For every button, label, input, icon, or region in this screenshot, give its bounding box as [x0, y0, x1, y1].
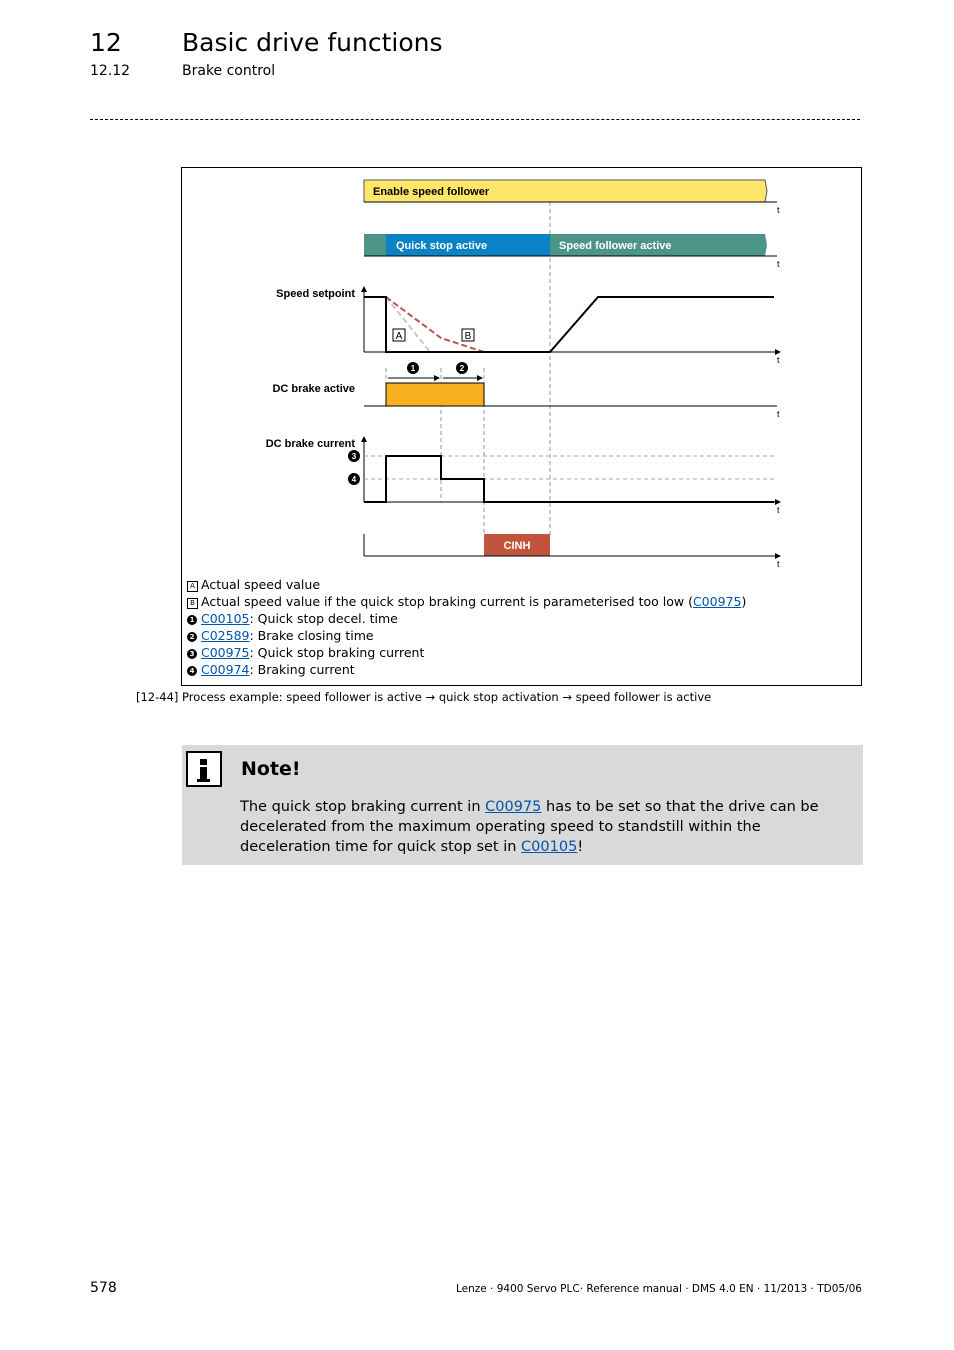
figure-legend — [187, 576, 746, 678]
note-text-part: has to be set so that the drive can be decelerated from the maximum operating speed to standstill within the deceleration time for quick stop set in — [240, 799, 819, 855]
legend-row-a — [187, 576, 746, 593]
section-title: Brake control — [182, 63, 276, 79]
note-text-part: The quick stop braking current in — [240, 799, 486, 815]
legend-marker-4: 4 — [187, 666, 197, 676]
marker-b: B — [464, 331, 472, 342]
actual-speed-curve-b — [386, 297, 484, 352]
link-c00975[interactable]: C00975 — [485, 799, 542, 815]
time-label-4: t — [777, 409, 780, 419]
marker-a: A — [395, 331, 403, 342]
note-title: Note! — [241, 758, 301, 780]
legend-text: : Quick stop braking current — [249, 645, 425, 660]
time-label-6: t — [777, 559, 780, 569]
marker-1: 1 — [410, 364, 416, 373]
legend-marker-2: 2 — [187, 632, 197, 642]
section-number: 12.12 — [90, 63, 131, 79]
legend-text: Actual speed value — [201, 577, 321, 592]
marker-3: 3 — [351, 452, 357, 461]
legend-marker-a: A — [187, 581, 198, 592]
link-c00975[interactable]: C00975 — [692, 594, 742, 609]
link-c02589[interactable]: C02589 — [201, 628, 250, 643]
time-label-3: t — [777, 355, 780, 365]
footer-doc-info: Lenze · 9400 Servo PLC· Reference manual · DMS 4.0 EN · 11/2013 · TD05/06 — [455, 1283, 862, 1295]
legend-row-1 — [187, 610, 746, 627]
legend-text: ) — [741, 594, 747, 609]
page-number: 578 — [90, 1280, 117, 1296]
caption-text: Process example: speed follower is active → quick stop activation → speed follower is active — [182, 690, 712, 704]
speed-setpoint-label: Speed setpoint — [276, 288, 355, 300]
marker-4: 4 — [351, 475, 357, 484]
quick-stop-bar-label: Quick stop active — [396, 240, 488, 252]
figure-caption — [136, 690, 711, 704]
legend-row-4 — [187, 661, 746, 678]
note-text — [240, 797, 850, 857]
dc-brake-active-label: DC brake active — [272, 383, 355, 395]
dc-brake-active-bar — [386, 383, 484, 406]
legend-text: : Quick stop decel. time — [249, 611, 398, 626]
speed-follower-bar-label: Speed follower active — [559, 240, 672, 252]
legend-marker-3: 3 — [187, 649, 197, 659]
time-label-1: t — [777, 205, 780, 215]
legend-text: : Braking current — [249, 662, 355, 677]
legend-row-b — [187, 593, 746, 610]
dc-brake-current-label: DC brake current — [265, 438, 355, 450]
legend-text: : Brake closing time — [249, 628, 374, 643]
legend-text: Actual speed value if the quick stop braking current is parameterised too low ( — [201, 594, 693, 609]
speed-follower-bar-before — [364, 234, 386, 256]
info-icon — [186, 751, 222, 787]
time-label-5: t — [777, 505, 780, 515]
marker-2: 2 — [459, 364, 465, 373]
chapter-number: 12 — [90, 28, 122, 57]
link-c00974[interactable]: C00974 — [201, 662, 250, 677]
cinh-label: CINH — [503, 540, 531, 552]
note-text-part: ! — [577, 839, 584, 855]
legend-row-3 — [187, 644, 746, 661]
speed-setpoint-curve — [364, 297, 774, 352]
link-c00975[interactable]: C00975 — [201, 645, 250, 660]
link-c00105[interactable]: C00105 — [521, 839, 578, 855]
legend-marker-b: B — [187, 598, 198, 609]
chapter-title: Basic drive functions — [182, 28, 443, 57]
legend-row-2 — [187, 627, 746, 644]
note-box — [182, 745, 863, 865]
link-c00105[interactable]: C00105 — [201, 611, 250, 626]
enable-bar-label: Enable speed follower — [373, 186, 490, 198]
time-label-2: t — [777, 259, 780, 269]
caption-number: [12-44] — [136, 690, 179, 704]
legend-marker-1: 1 — [187, 615, 197, 625]
